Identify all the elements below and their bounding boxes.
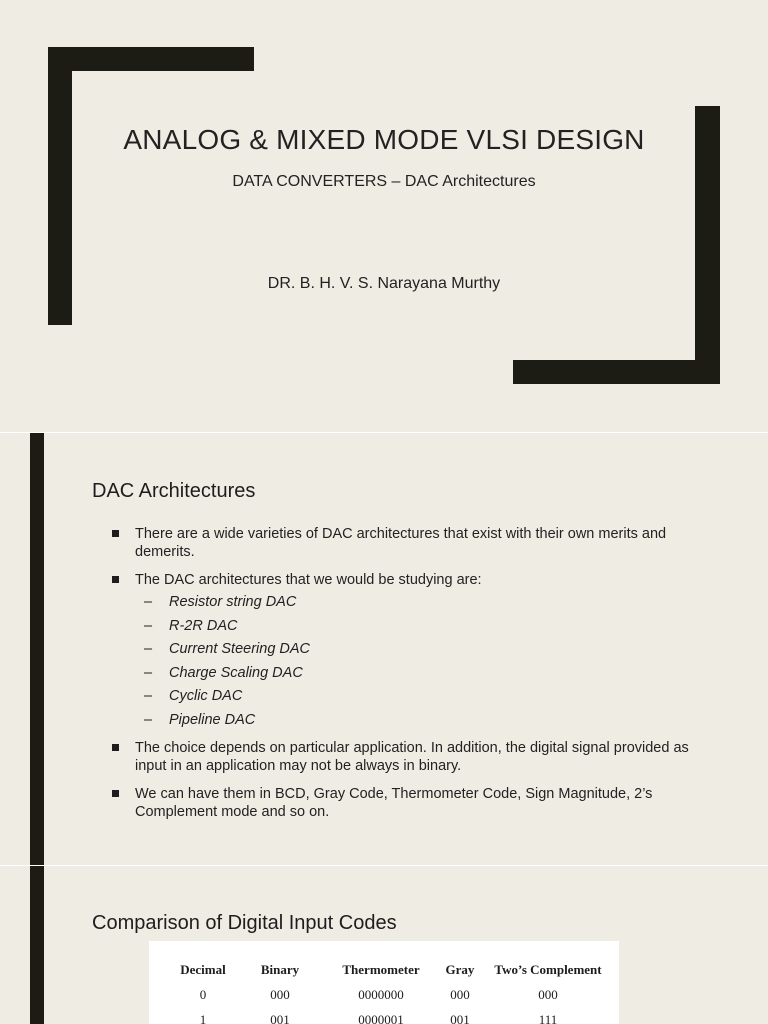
slide-author: DR. B. H. V. S. Narayana Murthy bbox=[267, 275, 501, 292]
code-comparison-table-panel bbox=[149, 941, 619, 1024]
dash-icon: – bbox=[144, 664, 153, 681]
table-cell: 0000001 bbox=[358, 1011, 404, 1024]
sub-bullet-item: – Current Steering DAC bbox=[144, 641, 311, 657]
comparison-slide bbox=[0, 866, 768, 1024]
accent-bar bbox=[30, 866, 44, 1024]
slide-heading: DAC Architectures bbox=[92, 480, 256, 502]
square-bullet-icon bbox=[112, 576, 119, 583]
table-cell: 111 bbox=[538, 1011, 558, 1024]
table-cell: 000 bbox=[450, 986, 470, 1002]
table-row bbox=[171, 1007, 613, 1024]
dash-icon: – bbox=[144, 617, 153, 634]
column-header: Two’s Complement bbox=[494, 961, 602, 977]
column-header: Thermometer bbox=[342, 961, 420, 977]
sub-bullet-list bbox=[135, 593, 704, 729]
title-slide bbox=[0, 0, 768, 432]
accent-bar bbox=[30, 433, 44, 865]
sub-bullet-item: – Pipeline DAC bbox=[144, 711, 256, 728]
sub-bullet-item: – Cyclic DAC bbox=[144, 688, 243, 704]
table-header-row bbox=[171, 957, 613, 982]
dash-icon: – bbox=[144, 594, 153, 610]
bullet-item: There are a wide varieties of DAC architectures that exist with their own merits and demerits. bbox=[110, 525, 704, 561]
dash-icon: – bbox=[144, 711, 153, 728]
dac-architectures-slide bbox=[0, 433, 768, 865]
column-header: Gray bbox=[445, 961, 475, 977]
table-cell: 001 bbox=[270, 1011, 290, 1024]
square-bullet-icon bbox=[112, 790, 119, 797]
frame-bar-top-left-horizontal bbox=[48, 47, 254, 71]
table-cell: 000 bbox=[538, 986, 558, 1002]
dash-icon: – bbox=[144, 641, 153, 657]
slide-heading: Comparison of Digital Input Codes bbox=[92, 912, 397, 934]
bullet-item: The DAC architectures that we would be studying are: – Resistor string DAC – R-2R DAC – Current Steering DAC – Charge Scaling DAC – Cyclic DAC – Pipeline DAC bbox=[110, 571, 704, 729]
table-cell: 1 bbox=[199, 1011, 207, 1024]
bullet-item: We can have them in BCD, Gray Code, Thermometer Code, Sign Magnitude, 2’s Complement mode and so on. bbox=[110, 785, 704, 821]
sub-bullet-item: – Resistor string DAC bbox=[144, 594, 297, 610]
table-row bbox=[171, 982, 613, 1007]
sub-bullet-item: – R-2R DAC bbox=[144, 617, 238, 634]
bullet-item: The choice depends on particular application. In addition, the digital signal provided as input in an application may not be always in binary. bbox=[110, 739, 704, 775]
slide-title: ANALOG & MIXED MODE VLSI DESIGN bbox=[123, 124, 645, 155]
square-bullet-icon bbox=[112, 530, 119, 537]
bullet-list bbox=[110, 525, 704, 831]
column-header: Decimal bbox=[180, 961, 226, 977]
table-cell: 000 bbox=[270, 986, 290, 1002]
dash-icon: – bbox=[144, 688, 153, 704]
table-cell: 001 bbox=[450, 1011, 470, 1024]
column-header: Binary bbox=[260, 961, 300, 977]
table-cell: 0000000 bbox=[358, 986, 404, 1002]
code-comparison-table bbox=[171, 957, 613, 1024]
table-cell: 0 bbox=[199, 986, 207, 1002]
frame-bar-bottom-right-horizontal bbox=[513, 360, 720, 384]
sub-bullet-item: – Charge Scaling DAC bbox=[144, 664, 303, 681]
slide-subtitle: DATA CONVERTERS – DAC Architectures bbox=[232, 173, 536, 190]
square-bullet-icon bbox=[112, 744, 119, 751]
